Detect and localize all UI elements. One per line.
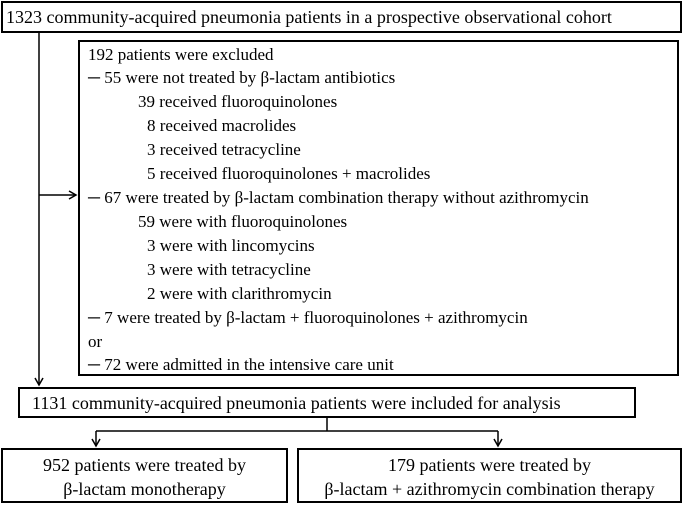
- included-box: [18, 387, 636, 418]
- exclusion-subitem: 5 received fluoroquinolones + macrolides: [147, 164, 431, 183]
- exclusion-item: ─ 72 were admitted in the intensive care unit: [88, 355, 394, 374]
- exclusion-subitem: 3 were with tetracycline: [147, 260, 311, 279]
- exclusion-subitem: 2 were with clarithromycin: [147, 284, 332, 303]
- exclusion-item: ─ 7 were treated by β-lactam + fluoroquinolones + azithromycin: [88, 308, 528, 327]
- cohort-text: 1323 community-acquired pneumonia patients in a prospective observational cohort: [6, 7, 612, 27]
- monotherapy-line-2: β-lactam monotherapy: [63, 479, 226, 499]
- monotherapy-line-1: 952 patients were treated by: [43, 455, 246, 475]
- exclusion-box: [78, 40, 679, 376]
- cohort-box: [1, 1, 682, 33]
- combination-line-1: 179 patients were treated by: [388, 455, 591, 475]
- exclusion-heading: 192 patients were excluded: [88, 45, 274, 64]
- exclusion-item: ─ 67 were treated by β-lactam combination therapy without azithromycin: [88, 188, 589, 207]
- combination-line-2: β-lactam + azithromycin combination therapy: [324, 479, 655, 499]
- exclusion-subitem: 59 were with fluoroquinolones: [138, 212, 348, 231]
- exclusion-subitem: 3 were with lincomycins: [147, 236, 315, 255]
- exclusion-connector-word: or: [88, 332, 103, 351]
- combination-box: [297, 448, 682, 503]
- exclusion-subitem: 3 received tetracycline: [147, 140, 301, 159]
- exclusion-item: ─ 55 were not treated by β-lactam antibiotics: [88, 68, 396, 87]
- included-text: 1131 community-acquired pneumonia patients were included for analysis: [32, 393, 561, 413]
- monotherapy-box: [1, 448, 288, 503]
- exclusion-subitem: 39 received fluoroquinolones: [138, 92, 338, 111]
- exclusion-subitem: 8 received macrolides: [147, 116, 297, 135]
